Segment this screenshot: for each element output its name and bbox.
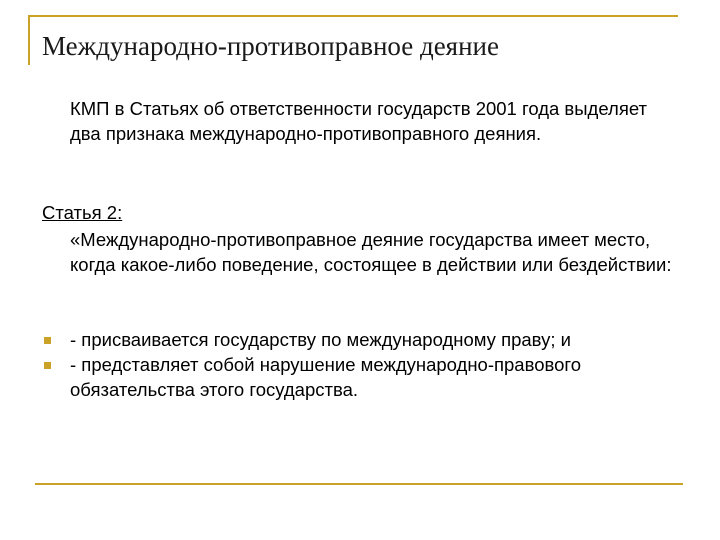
bottom-divider xyxy=(35,483,683,485)
bullet-item xyxy=(42,352,682,402)
bullet-item xyxy=(42,327,682,352)
intro-paragraph: КМП в Статьях об ответственности государств 2001 года выделяет два признака международно-противоправного деяния. xyxy=(70,98,647,144)
bullet-text: - представляет собой нарушение международно-правового обязательства этого государства. xyxy=(70,354,582,400)
title-frame-top-border xyxy=(28,15,678,17)
article-heading: Статья 2: xyxy=(42,202,123,223)
bullet-list xyxy=(42,327,682,402)
title-frame-left-border xyxy=(28,15,30,65)
slide-title: Международно-противоправное деяние xyxy=(42,31,499,61)
article-text: «Международно-противоправное деяние государства имеет место, когда какое-либо поведение, состоящее в действии или бездействии: xyxy=(70,229,672,275)
square-bullet-icon xyxy=(44,337,51,344)
bullet-text: - присваивается государству по международному праву; и xyxy=(70,329,571,350)
square-bullet-icon xyxy=(44,362,51,369)
